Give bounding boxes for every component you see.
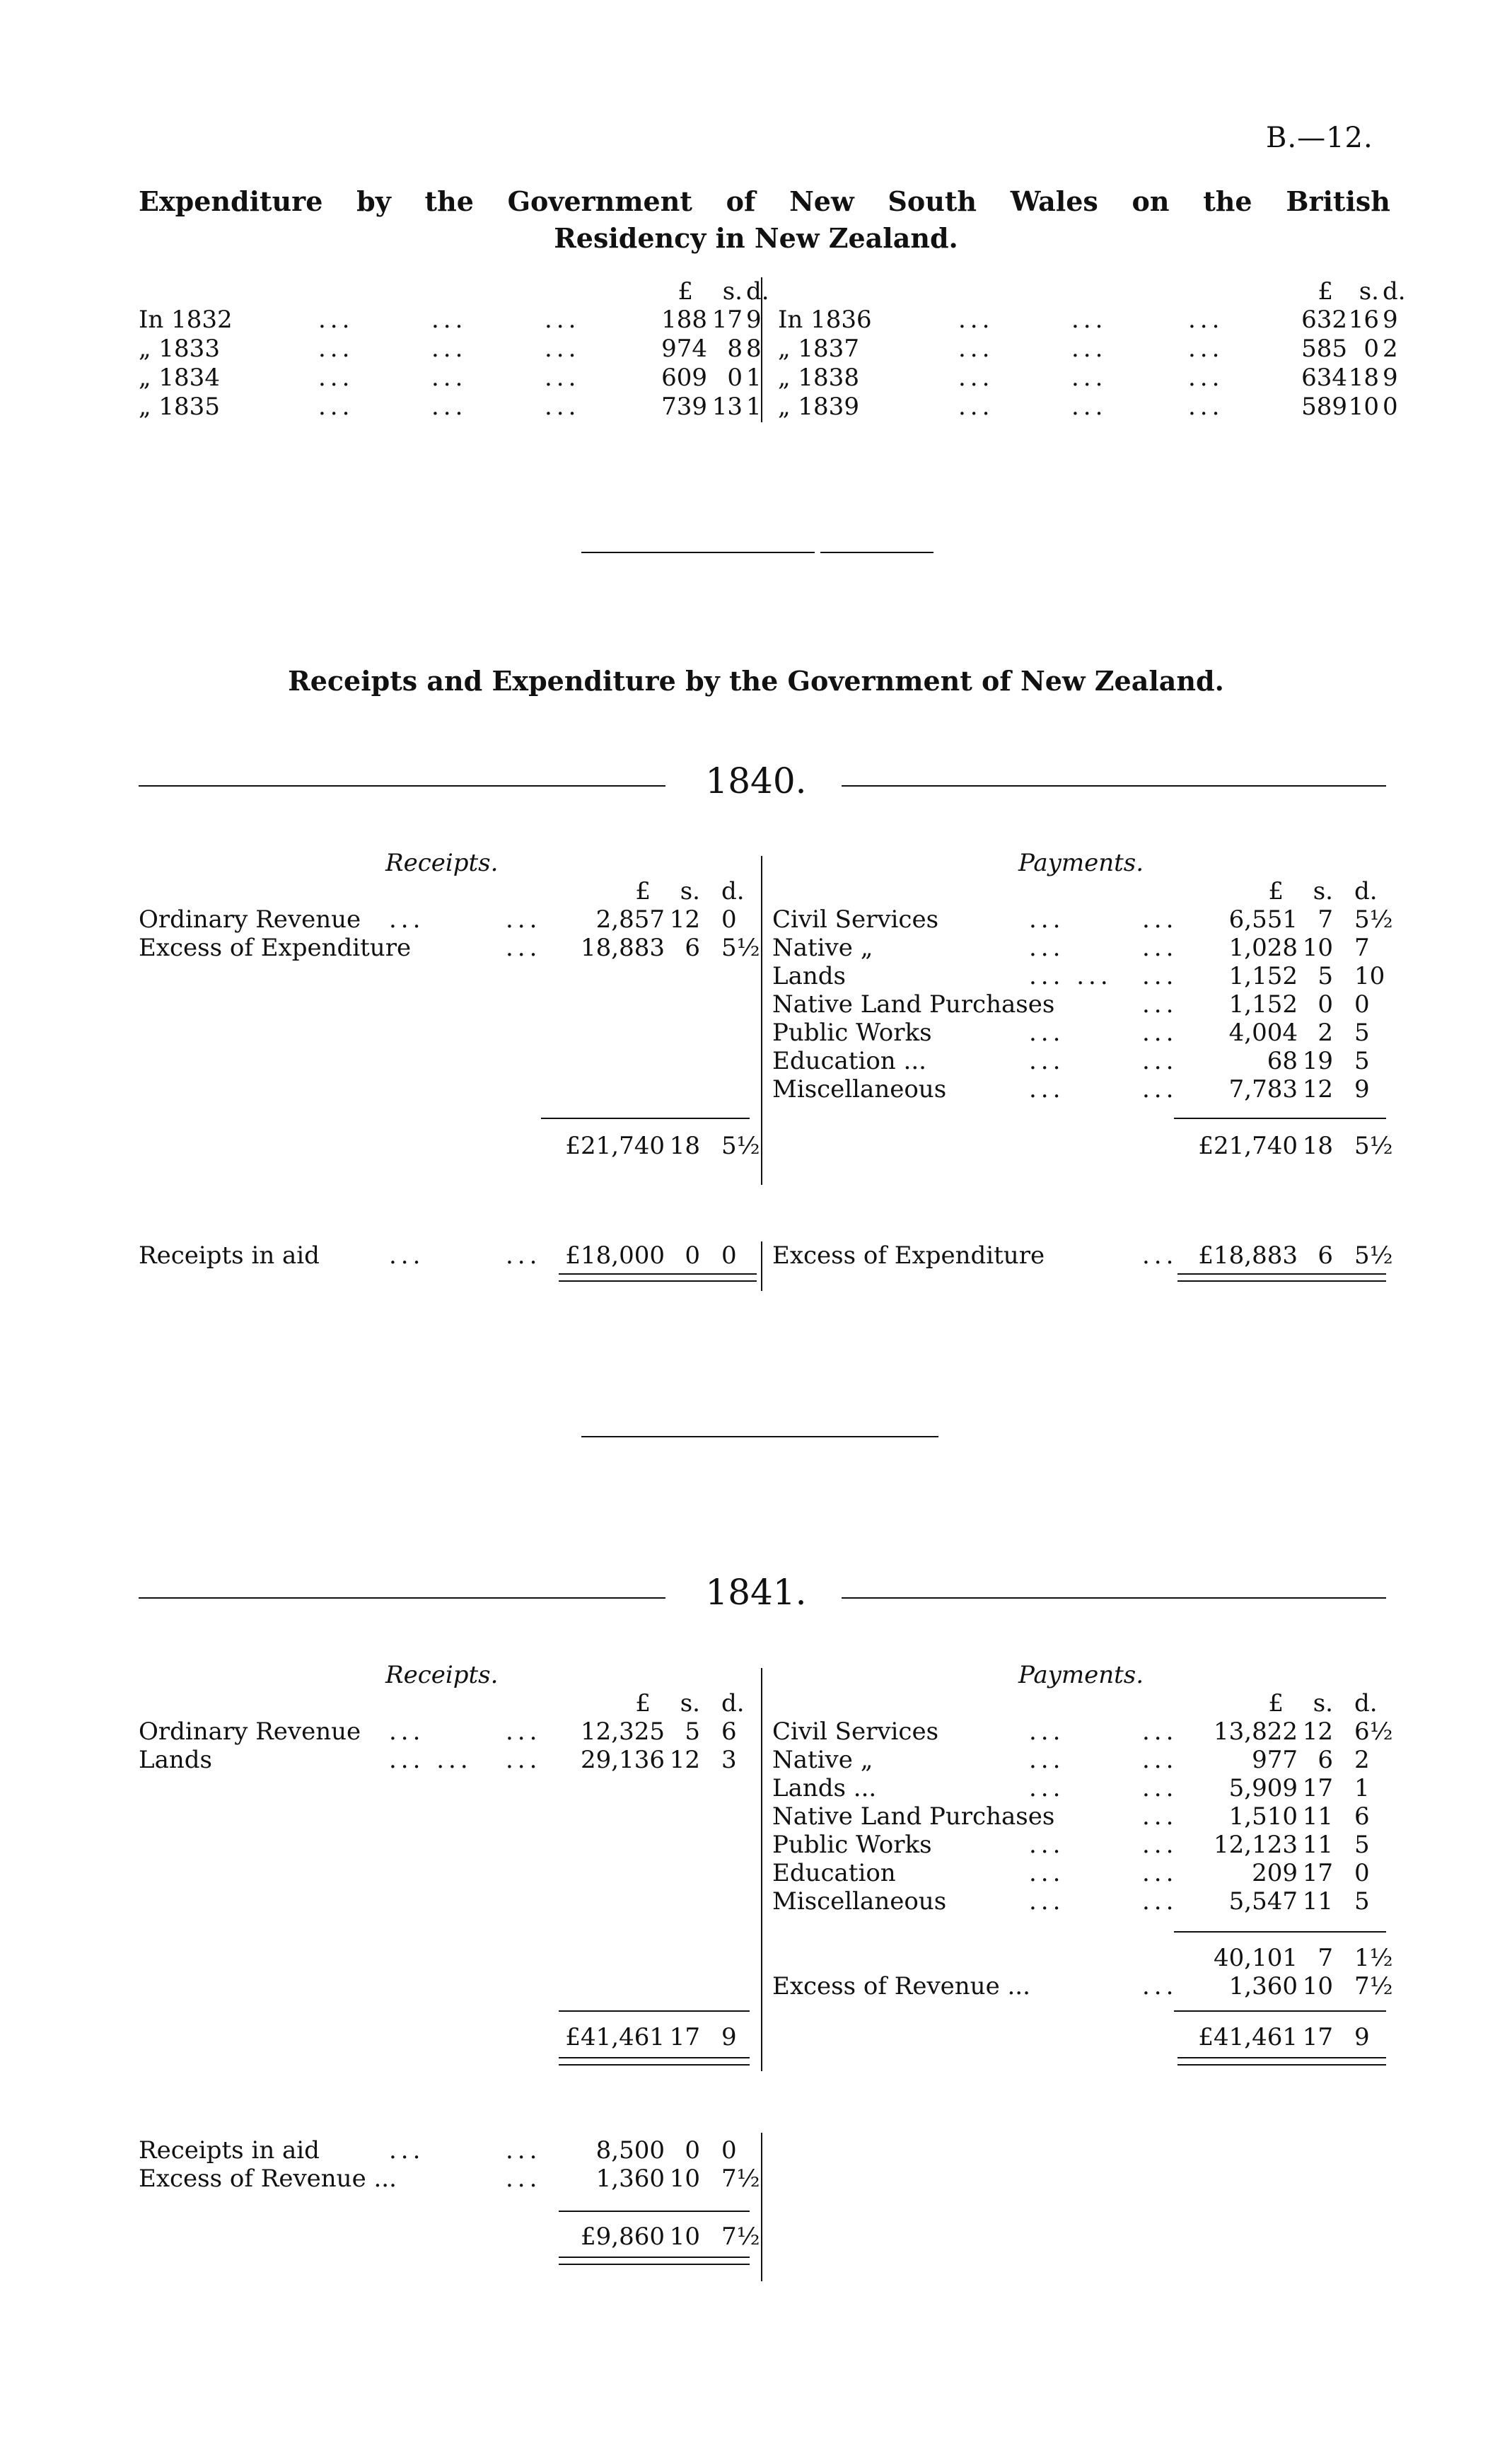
- amount-pounds: 585: [1301, 335, 1347, 363]
- leader-dots: ...: [506, 1241, 542, 1270]
- row-label: Receipts in aid: [139, 1241, 320, 1270]
- shilling-unit: s.: [722, 277, 743, 306]
- amount-pounds: 209: [1252, 1859, 1298, 1887]
- unit-label: s.: [680, 877, 700, 905]
- double-rule: [559, 1273, 757, 1282]
- section1-title-line1: [139, 185, 1390, 217]
- total-rule: [541, 1118, 750, 1119]
- amount-pence: 5: [1354, 1019, 1370, 1047]
- leader-dots: ...: [389, 1718, 425, 1746]
- title-word: New: [789, 185, 854, 217]
- leader-dots: ...: [431, 306, 467, 334]
- leader-dots: ...: [318, 335, 354, 363]
- amount-shillings: 7: [1318, 905, 1333, 934]
- double-rule: [559, 2257, 750, 2265]
- leader-dots: ...: [1188, 335, 1224, 363]
- leader-dots: ...: [1188, 364, 1224, 392]
- amount-pounds: £41,461: [1198, 2023, 1298, 2051]
- table-row: [0, 934, 1512, 962]
- pence-unit: d.: [1383, 277, 1406, 306]
- row-label: Civil Services: [772, 1718, 939, 1746]
- row-label: „ 1839: [778, 393, 859, 421]
- row-label: Native „: [772, 934, 873, 962]
- title-word: Wales: [1010, 185, 1098, 217]
- leader-dots: ...: [545, 393, 581, 421]
- amount-pence: 9: [721, 2023, 737, 2051]
- year-rule-right: [842, 785, 1386, 787]
- amount-pounds: 739: [661, 393, 707, 421]
- leader-dots: ...: [389, 905, 425, 934]
- payments-header: Payments.: [1018, 1661, 1144, 1689]
- row-label: Education: [772, 1859, 896, 1887]
- leader-dots: ...: [1029, 905, 1065, 934]
- amount-shillings: 16: [1348, 306, 1379, 334]
- title-word: of: [726, 185, 756, 217]
- amount-shillings: 5: [685, 1718, 700, 1746]
- leader-dots: ...: [1142, 1887, 1178, 1916]
- leader-dots: ...: [1029, 1746, 1065, 1774]
- total-rule: [559, 2211, 750, 2212]
- units-header: [0, 277, 1512, 306]
- amount-pence: 8: [746, 335, 762, 363]
- table-row: [0, 1774, 1512, 1802]
- amount-pounds: 8,500: [595, 2136, 665, 2165]
- leader-dots: ...: [1142, 905, 1178, 934]
- row-label: Ordinary Revenue: [139, 1718, 361, 1746]
- row-label: Miscellaneous: [772, 1075, 947, 1104]
- amount-pence: 9: [1354, 1075, 1370, 1104]
- unit-label: s.: [1313, 877, 1333, 905]
- amount-pence: 2: [1354, 1746, 1370, 1774]
- leader-dots: ... ...: [389, 1746, 472, 1774]
- leader-dots: ...: [506, 905, 542, 934]
- row-label: Excess of Revenue ...: [772, 1972, 1030, 2000]
- table-row: [0, 1887, 1512, 1916]
- amount-shillings: 11: [1302, 1831, 1333, 1859]
- amount-pence: 0: [721, 1241, 737, 1270]
- row-label: In 1836: [778, 306, 872, 334]
- table-row: [0, 335, 1512, 363]
- amount-pounds: 977: [1252, 1746, 1298, 1774]
- leader-dots: ...: [318, 364, 354, 392]
- table-row: [0, 1075, 1512, 1104]
- pence-unit: d.: [746, 277, 769, 306]
- row-label: Public Works: [772, 1831, 932, 1859]
- amount-pounds: 12,325: [581, 1718, 665, 1746]
- row-label: Education ...: [772, 1047, 926, 1075]
- leader-dots: ...: [1142, 934, 1178, 962]
- row-label: Excess of Expenditure: [772, 1241, 1045, 1270]
- amount-pence: 5: [1354, 1887, 1370, 1916]
- double-rule: [1177, 1273, 1386, 1282]
- row-label: Excess of Expenditure: [139, 934, 412, 962]
- amount-pounds: £21,740: [565, 1132, 665, 1160]
- table-row: [0, 1831, 1512, 1859]
- column-divider: [761, 1241, 762, 1291]
- amount-pounds: 29,136: [581, 1746, 665, 1774]
- amount-pence: 5½: [721, 1132, 760, 1160]
- amount-shillings: 10: [669, 2165, 700, 2193]
- amount-pence: 9: [746, 306, 762, 334]
- amount-pounds: £18,883: [1198, 1241, 1298, 1270]
- table-row: [0, 1718, 1512, 1746]
- leader-dots: ...: [1142, 962, 1178, 990]
- row-label: Civil Services: [772, 905, 939, 934]
- amount-pounds: 188: [661, 306, 707, 334]
- row-label: „ 1837: [778, 335, 859, 363]
- amount-shillings: 18: [669, 1132, 700, 1160]
- row-label: Native Land Purchases: [772, 1802, 1055, 1831]
- amount-shillings: 17: [1302, 1859, 1333, 1887]
- leader-dots: ...: [1188, 306, 1224, 334]
- row-label: Lands ...: [772, 1774, 877, 1802]
- table-row: [0, 1241, 1512, 1270]
- unit-label: £: [1268, 877, 1284, 905]
- leader-dots: ...: [1142, 1859, 1178, 1887]
- pound-unit: £: [1318, 277, 1333, 306]
- amount-pounds: 5,547: [1228, 1887, 1298, 1916]
- table-row: [0, 962, 1512, 990]
- leader-dots: ...: [389, 2136, 425, 2165]
- amount-pounds: 18,883: [581, 934, 665, 962]
- leader-dots: ...: [1142, 1075, 1178, 1104]
- leader-dots: ...: [958, 364, 994, 392]
- amount-shillings: 12: [1302, 1075, 1333, 1104]
- table-row: [0, 1944, 1512, 1972]
- amount-pounds: 1,510: [1228, 1802, 1298, 1831]
- title-word: the: [424, 185, 474, 217]
- table-row: [0, 2223, 1512, 2251]
- amount-pounds: 68: [1267, 1047, 1298, 1075]
- amount-pounds: 589: [1301, 393, 1347, 421]
- table-row: [0, 1972, 1512, 2000]
- amount-shillings: 12: [669, 905, 700, 934]
- table-row: [0, 1132, 1512, 1160]
- leader-dots: ...: [1142, 1019, 1178, 1047]
- page-reference: B.—12.: [1266, 122, 1373, 154]
- title-word: Expenditure: [139, 185, 323, 217]
- leader-dots: ...: [1029, 1075, 1065, 1104]
- amount-shillings: 11: [1302, 1887, 1333, 1916]
- leader-dots: ...: [1071, 335, 1107, 363]
- amount-shillings: 0: [685, 2136, 700, 2165]
- row-label: Excess of Revenue ...: [139, 2165, 397, 2193]
- leader-dots: ...: [1029, 1774, 1065, 1802]
- amount-pounds: £9,860: [581, 2223, 665, 2251]
- table-row: [0, 1859, 1512, 1887]
- leader-dots: ...: [1142, 1972, 1178, 2000]
- amount-shillings: 8: [727, 335, 743, 363]
- shilling-unit: s.: [1359, 277, 1379, 306]
- leader-dots: ...: [318, 306, 354, 334]
- leader-dots: ...: [506, 2165, 542, 2193]
- amount-pence: 5: [1354, 1047, 1370, 1075]
- amount-shillings: 17: [1302, 1774, 1333, 1802]
- leader-dots: ...: [389, 1241, 425, 1270]
- leader-dots: ...: [431, 393, 467, 421]
- leader-dots: ... ...: [1029, 962, 1112, 990]
- year-1840-heading: 1840.: [705, 760, 807, 801]
- leader-dots: ...: [958, 335, 994, 363]
- amount-pence: 6: [1354, 1802, 1370, 1831]
- column-divider: [761, 2133, 762, 2281]
- amount-pence: 1: [746, 364, 762, 392]
- amount-pounds: 1,028: [1228, 934, 1298, 962]
- amount-pounds: 634: [1301, 364, 1347, 392]
- leader-dots: ...: [1029, 1718, 1065, 1746]
- leader-dots: ...: [545, 335, 581, 363]
- amount-pence: 5½: [1354, 1132, 1393, 1160]
- total-rule: [1174, 1118, 1386, 1119]
- amount-pounds: £18,000: [565, 1241, 665, 1270]
- row-label: „ 1833: [139, 335, 220, 363]
- table-row: [0, 2023, 1512, 2051]
- table-row: [0, 1802, 1512, 1831]
- amount-pounds: 1,152: [1228, 990, 1298, 1019]
- amount-pence: 1: [1354, 1774, 1370, 1802]
- amount-pence: 2: [1383, 335, 1398, 363]
- amount-shillings: 0: [1363, 335, 1379, 363]
- amount-pence: 9: [1383, 364, 1398, 392]
- unit-label: s.: [1313, 1689, 1333, 1718]
- table-row: [0, 364, 1512, 392]
- amount-shillings: 18: [1348, 364, 1379, 392]
- amount-pence: 0: [721, 905, 737, 934]
- leader-dots: ...: [1029, 934, 1065, 962]
- amount-shillings: 10: [1302, 934, 1333, 962]
- amount-pounds: 632: [1301, 306, 1347, 334]
- row-label: Miscellaneous: [772, 1887, 947, 1916]
- leader-dots: ...: [506, 1718, 542, 1746]
- row-label: Ordinary Revenue: [139, 905, 361, 934]
- leader-dots: ...: [1142, 1774, 1178, 1802]
- table-row: [0, 2165, 1512, 2193]
- amount-shillings: 12: [669, 1746, 700, 1774]
- unit-label: £: [1268, 1689, 1284, 1718]
- amount-shillings: 6: [685, 934, 700, 962]
- amount-shillings: 10: [1348, 393, 1379, 421]
- table-row: [0, 306, 1512, 334]
- table-row: [0, 1746, 1512, 1774]
- amount-pence: 6: [721, 1718, 737, 1746]
- leader-dots: ...: [1071, 364, 1107, 392]
- amount-pence: 0: [1383, 393, 1398, 421]
- amount-pence: 3: [721, 1746, 737, 1774]
- leader-dots: ...: [1029, 1019, 1065, 1047]
- title-word: Government: [507, 185, 692, 217]
- divider-rule: [581, 1436, 938, 1437]
- amount-pence: 7½: [721, 2223, 760, 2251]
- unit-label: s.: [680, 1689, 700, 1718]
- title-word: on: [1132, 185, 1170, 217]
- amount-pence: 1: [746, 393, 762, 421]
- amount-pounds: 1,152: [1228, 962, 1298, 990]
- divider-rule: [820, 552, 934, 553]
- table-row: [0, 393, 1512, 421]
- row-label: „ 1834: [139, 364, 220, 392]
- amount-pounds: 974: [661, 335, 707, 363]
- leader-dots: ...: [958, 306, 994, 334]
- amount-shillings: 7: [1318, 1944, 1333, 1972]
- amount-pence: 5: [1354, 1831, 1370, 1859]
- amount-pounds: 5,909: [1228, 1774, 1298, 1802]
- amount-shillings: 2: [1318, 1019, 1333, 1047]
- amount-shillings: 17: [1302, 2023, 1333, 2051]
- table-row: [0, 2136, 1512, 2165]
- amount-pence: 5½: [1354, 905, 1393, 934]
- unit-label: d.: [721, 1689, 745, 1718]
- amount-shillings: 6: [1318, 1746, 1333, 1774]
- amount-pounds: 4,004: [1228, 1019, 1298, 1047]
- leader-dots: ...: [545, 306, 581, 334]
- amount-pounds: 6,551: [1228, 905, 1298, 934]
- amount-shillings: 19: [1302, 1047, 1333, 1075]
- amount-shillings: 10: [1302, 1972, 1333, 2000]
- amount-pounds: £21,740: [1198, 1132, 1298, 1160]
- amount-pence: 1½: [1354, 1944, 1393, 1972]
- row-label: Native „: [772, 1746, 873, 1774]
- amount-shillings: 18: [1302, 1132, 1333, 1160]
- amount-pounds: 1,360: [1228, 1972, 1298, 2000]
- leader-dots: ...: [1142, 1831, 1178, 1859]
- amount-shillings: 0: [727, 364, 743, 392]
- amount-pounds: 12,123: [1214, 1831, 1298, 1859]
- amount-shillings: 17: [711, 306, 743, 334]
- amount-pence: 7: [1354, 934, 1370, 962]
- row-label: „ 1835: [139, 393, 220, 421]
- total-rule: [559, 2010, 750, 2012]
- leader-dots: ...: [1142, 990, 1178, 1019]
- section1-title-line2: Residency in New Zealand.: [554, 222, 958, 254]
- leader-dots: ...: [431, 335, 467, 363]
- double-rule: [1177, 2057, 1386, 2066]
- unit-label: d.: [721, 877, 745, 905]
- leader-dots: ...: [1071, 393, 1107, 421]
- row-label: Lands: [772, 962, 846, 990]
- leader-dots: ...: [958, 393, 994, 421]
- section2-title: Receipts and Expenditure by the Government of New Zealand.: [288, 665, 1224, 697]
- amount-pence: 7½: [721, 2165, 760, 2193]
- unit-label: d.: [1354, 1689, 1378, 1718]
- unit-label: d.: [1354, 877, 1378, 905]
- amount-pounds: 609: [661, 364, 707, 392]
- amount-pence: 5½: [1354, 1241, 1393, 1270]
- leader-dots: ...: [1142, 1241, 1178, 1270]
- leader-dots: ...: [1142, 1047, 1178, 1075]
- leader-dots: ...: [1029, 1831, 1065, 1859]
- leader-dots: ...: [318, 393, 354, 421]
- amount-pence: 0: [1354, 990, 1370, 1019]
- leader-dots: ...: [1142, 1746, 1178, 1774]
- amount-shillings: 6: [1318, 1241, 1333, 1270]
- row-label: „ 1838: [778, 364, 859, 392]
- row-label: Receipts in aid: [139, 2136, 320, 2165]
- amount-shillings: 10: [669, 2223, 700, 2251]
- year-rule-right: [842, 1597, 1386, 1599]
- amount-pence: 0: [1354, 1859, 1370, 1887]
- row-label: Lands: [139, 1746, 212, 1774]
- unit-label: £: [635, 877, 651, 905]
- amount-pounds: 2,857: [595, 905, 665, 934]
- table-row: [0, 1019, 1512, 1047]
- receipts-header: Receipts.: [385, 1661, 499, 1689]
- amount-pounds: 1,360: [595, 2165, 665, 2193]
- title-word: British: [1286, 185, 1390, 217]
- amount-pence: 9: [1383, 306, 1398, 334]
- table-row: [0, 1047, 1512, 1075]
- row-label: Public Works: [772, 1019, 932, 1047]
- leader-dots: ...: [545, 364, 581, 392]
- table-row: [0, 905, 1512, 934]
- leader-dots: ...: [431, 364, 467, 392]
- amount-shillings: 0: [685, 1241, 700, 1270]
- title-word: by: [356, 185, 391, 217]
- payments-header: Payments.: [1018, 849, 1144, 877]
- amount-pence: 10: [1354, 962, 1385, 990]
- row-label: Native Land Purchases: [772, 990, 1055, 1019]
- amount-pence: 7½: [1354, 1972, 1393, 2000]
- amount-pence: 9: [1354, 2023, 1370, 2051]
- title-word: South: [888, 185, 977, 217]
- amount-pounds: £41,461: [565, 2023, 665, 2051]
- leader-dots: ...: [1029, 1887, 1065, 1916]
- leader-dots: ...: [1029, 1047, 1065, 1075]
- row-label: In 1832: [139, 306, 233, 334]
- amount-pounds: 40,101: [1214, 1944, 1298, 1972]
- leader-dots: ...: [1071, 306, 1107, 334]
- amount-shillings: 0: [1318, 990, 1333, 1019]
- leader-dots: ...: [506, 2136, 542, 2165]
- unit-label: £: [635, 1689, 651, 1718]
- leader-dots: ...: [1142, 1718, 1178, 1746]
- amount-pounds: 7,783: [1228, 1075, 1298, 1104]
- amount-pence: 0: [721, 2136, 737, 2165]
- table-row: [0, 990, 1512, 1019]
- leader-dots: ...: [506, 934, 542, 962]
- amount-pounds: 13,822: [1214, 1718, 1298, 1746]
- column-divider: [761, 1668, 762, 2071]
- amount-pence: 5½: [721, 934, 760, 962]
- amount-pence: 6½: [1354, 1718, 1393, 1746]
- leader-dots: ...: [1142, 1802, 1178, 1831]
- leader-dots: ...: [506, 1746, 542, 1774]
- amount-shillings: 12: [1302, 1718, 1333, 1746]
- title-word: the: [1203, 185, 1252, 217]
- receipts-header: Receipts.: [385, 849, 499, 877]
- pound-unit: £: [678, 277, 693, 306]
- amount-shillings: 11: [1302, 1802, 1333, 1831]
- amount-shillings: 5: [1318, 962, 1333, 990]
- leader-dots: ...: [1188, 393, 1224, 421]
- divider-rule: [581, 552, 815, 553]
- total-rule: [1174, 2010, 1386, 2012]
- amount-shillings: 13: [711, 393, 743, 421]
- double-rule: [559, 2057, 750, 2066]
- leader-dots: ...: [1029, 1859, 1065, 1887]
- year-1841-heading: 1841.: [705, 1572, 807, 1613]
- subtotal-rule: [1174, 1931, 1386, 1933]
- amount-shillings: 17: [669, 2023, 700, 2051]
